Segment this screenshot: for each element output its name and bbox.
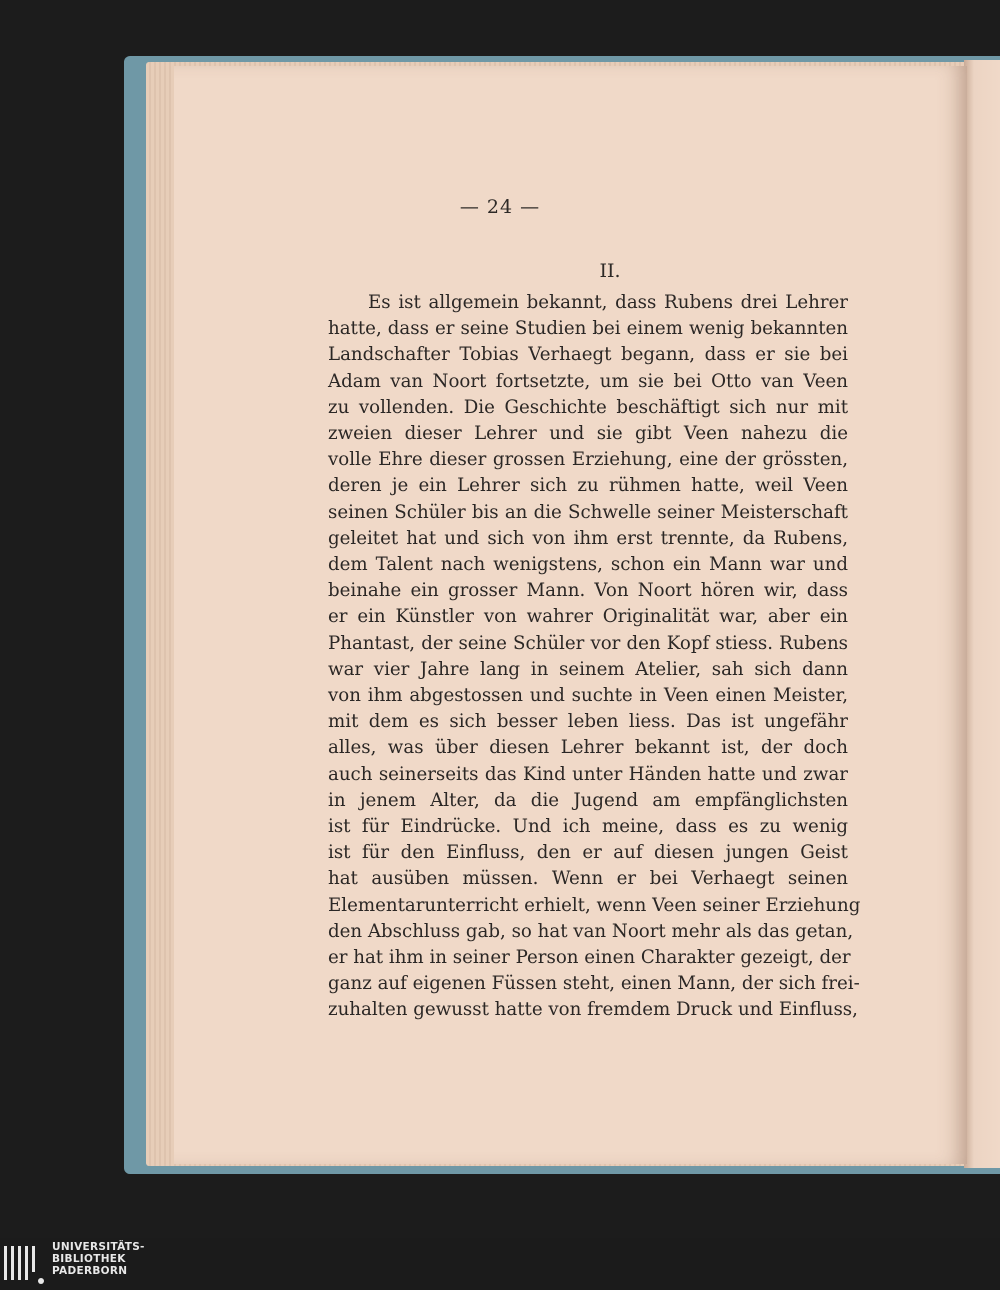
text-line: mit dem es sich besser leben liess. Das ist ungefähr bbox=[328, 711, 848, 733]
text-line: er ein Künstler von wahrer Originalität war, aber ein bbox=[328, 606, 848, 628]
text-line: zuhalten gewusst hatte von fremdem Druck und Einfluss, bbox=[328, 999, 858, 1021]
text-line: den Abschluss gab, so hat van Noort mehr als das getan, bbox=[328, 920, 854, 942]
library-barcode-logo-icon bbox=[2, 1242, 44, 1286]
text-line: auch seinerseits das Kind unter Händen hatte und zwar bbox=[328, 763, 848, 785]
text-line: zu vollenden. Die Geschichte beschäftigt sich nur mit bbox=[328, 396, 848, 418]
text-line: in jenem Alter, da die Jugend am empfänglichsten bbox=[328, 789, 848, 811]
text-line: beinahe ein grosser Mann. Von Noort hören wir, dass bbox=[328, 580, 848, 602]
text-line: Adam van Noort fortsetzte, um sie bei Otto van Veen bbox=[328, 370, 848, 392]
text-line: deren je ein Lehrer sich zu rühmen hatte, weil Veen bbox=[328, 475, 848, 497]
body-text bbox=[328, 290, 861, 1024]
logo-line: UNIVERSITÄTS- bbox=[52, 1241, 145, 1253]
text-line: er hat ihm in seiner Person einen Charakter gezeigt, der bbox=[328, 947, 851, 969]
text-line: Phantast, der seine Schüler vor den Kopf stiess. Rubens bbox=[328, 632, 848, 654]
text-line: Es ist allgemein bekannt, dass Rubens drei Lehrer bbox=[368, 292, 848, 313]
logo-line: PADERBORN bbox=[52, 1265, 128, 1277]
text-line: hatte, dass er seine Studien bei einem wenig bekannten bbox=[328, 318, 848, 340]
text-line: alles, was über diesen Lehrer bekannt ist, der doch bbox=[328, 737, 848, 759]
text-line: Elementarunterricht erhielt, wenn Veen seiner Erziehung bbox=[328, 894, 861, 916]
page-number: — 24 — bbox=[459, 196, 541, 218]
facing-page-edge bbox=[964, 60, 1000, 1168]
footer-bar bbox=[0, 1238, 1000, 1289]
text-line: Landschafter Tobias Verhaegt begann, dass er sie bei bbox=[328, 344, 848, 366]
logo-line: BIBLIOTHEK bbox=[52, 1253, 126, 1265]
text-line: geleitet hat und sich von ihm erst trennte, da Rubens, bbox=[328, 527, 848, 549]
text-line: ist für Eindrücke. Und ich meine, dass es zu wenig bbox=[328, 816, 848, 838]
library-logo-text bbox=[52, 1241, 145, 1277]
text-line: volle Ehre dieser grossen Erziehung, eine der grössten, bbox=[328, 449, 848, 471]
section-heading: II. bbox=[599, 260, 621, 282]
text-line: ist für den Einfluss, den er auf diesen jungen Geist bbox=[328, 842, 848, 864]
text-line: seinen Schüler bis an die Schwelle seiner Meisterschaft bbox=[328, 501, 848, 523]
text-line: zweien dieser Lehrer und sie gibt Veen nahezu die bbox=[328, 423, 848, 445]
text-line: hat ausüben müssen. Wenn er bei Verhaegt seinen bbox=[328, 868, 848, 890]
text-line: von ihm abgestossen und suchte in Veen einen Meister, bbox=[328, 685, 848, 707]
text-line: war vier Jahre lang in seinem Atelier, sah sich dann bbox=[328, 658, 848, 680]
text-line: ganz auf eigenen Füssen steht, einen Mann, der sich frei- bbox=[328, 973, 860, 995]
text-line: dem Talent nach wenigstens, schon ein Mann war und bbox=[328, 554, 848, 576]
